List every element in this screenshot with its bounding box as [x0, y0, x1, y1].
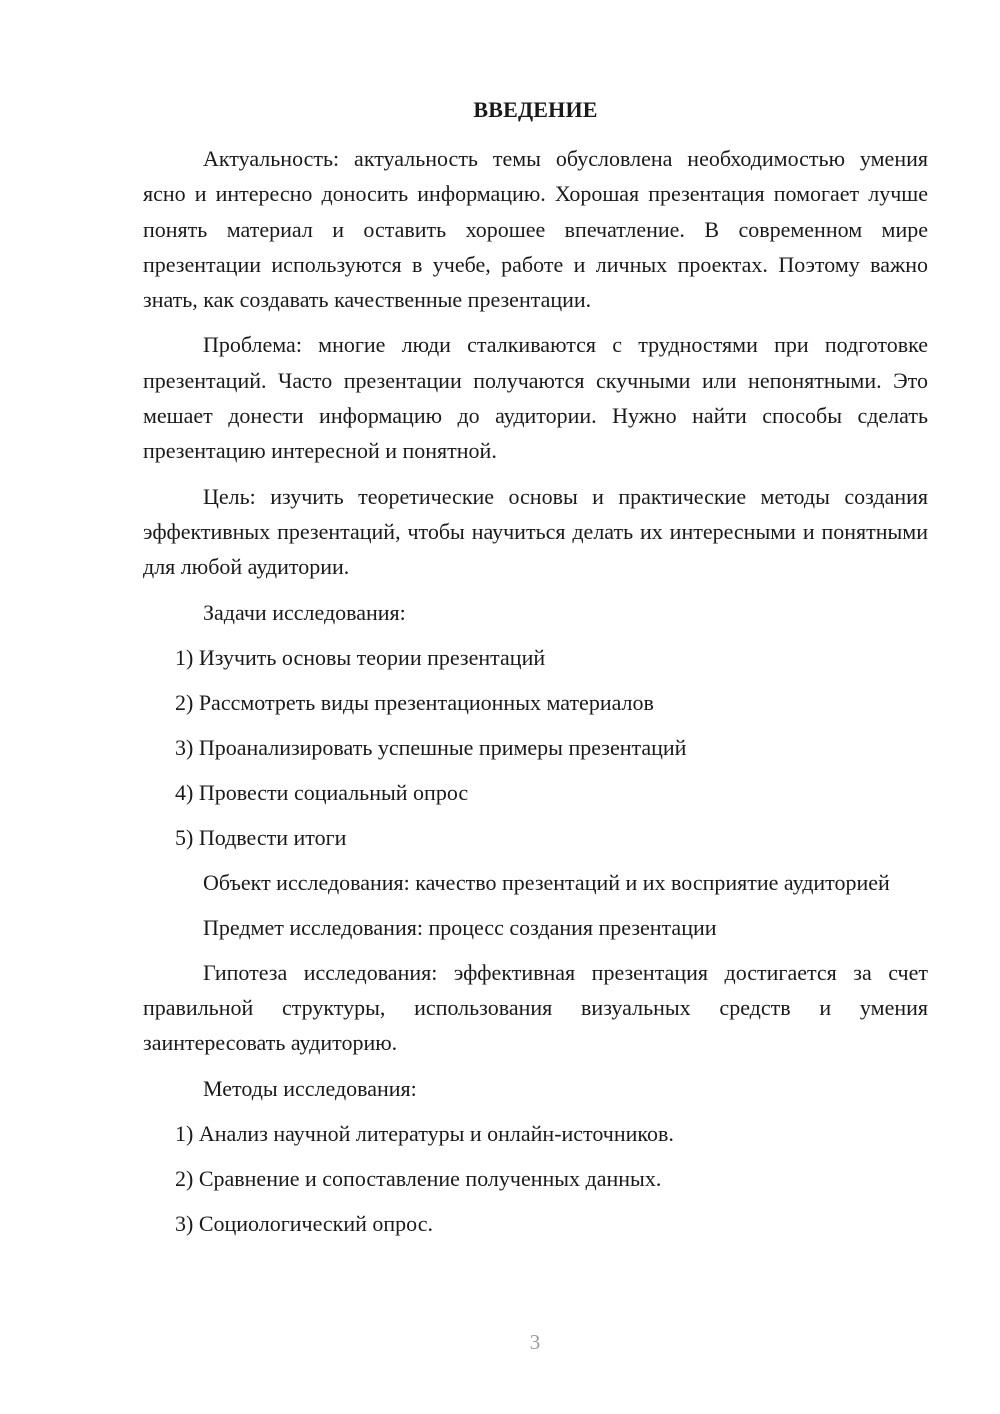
problem-paragraph: Проблема: многие люди сталкиваются с трудностями при подготовке презентаций. Часто презентации получаются скучными или непонятными. Это мешает донести информацию до аудитории. Нужно найти способы сделать презентацию интересной и понятной. [143, 332, 928, 464]
hypothesis-paragraph: Гипотеза исследования: эффективная презентация достигается за счет правильной структуры, использования визуальных средств и умения заинтересовать аудиторию. [143, 959, 928, 1056]
task-item: 1) Изучить основы теории презентаций [175, 644, 546, 670]
subject-paragraph: Предмет исследования: процесс создания презентации [203, 914, 717, 940]
document-page [143, 92, 928, 1251]
task-item: 2) Рассмотреть виды презентационных материалов [175, 689, 654, 715]
relevance-paragraph: Актуальность: актуальность темы обусловлена необходимостью умения ясно и интересно доносить информацию. Хорошая презентация помогает лучше понять материал и оставить хорошее впечатление. В современном мире презентации используются в учебе, работе и личных проектах. Поэтому важно знать, как создавать качественные презентации. [143, 146, 928, 313]
task-item: 5) Подвести итоги [175, 824, 347, 850]
method-item: 1) Анализ научной литературы и онлайн-источников. [175, 1120, 674, 1146]
section-title: ВВЕДЕНИЕ [473, 97, 598, 122]
methods-heading: Методы исследования: [203, 1075, 417, 1101]
task-item: 4) Провести социальный опрос [175, 779, 469, 805]
tasks-heading: Задачи исследования: [203, 599, 406, 625]
page-number: 3 [529, 1330, 541, 1354]
method-item: 2) Сравнение и сопоставление полученных данных. [175, 1165, 662, 1191]
method-item: 3) Социологический опрос. [175, 1210, 433, 1236]
task-item: 3) Проанализировать успешные примеры презентаций [175, 734, 687, 760]
goal-paragraph: Цель: изучить теоретические основы и практические методы создания эффективных презентаций, чтобы научиться делать их интересными и понятными для любой аудитории. [143, 483, 928, 580]
object-paragraph: Объект исследования: качество презентаций и их восприятие аудиторией [203, 869, 890, 895]
